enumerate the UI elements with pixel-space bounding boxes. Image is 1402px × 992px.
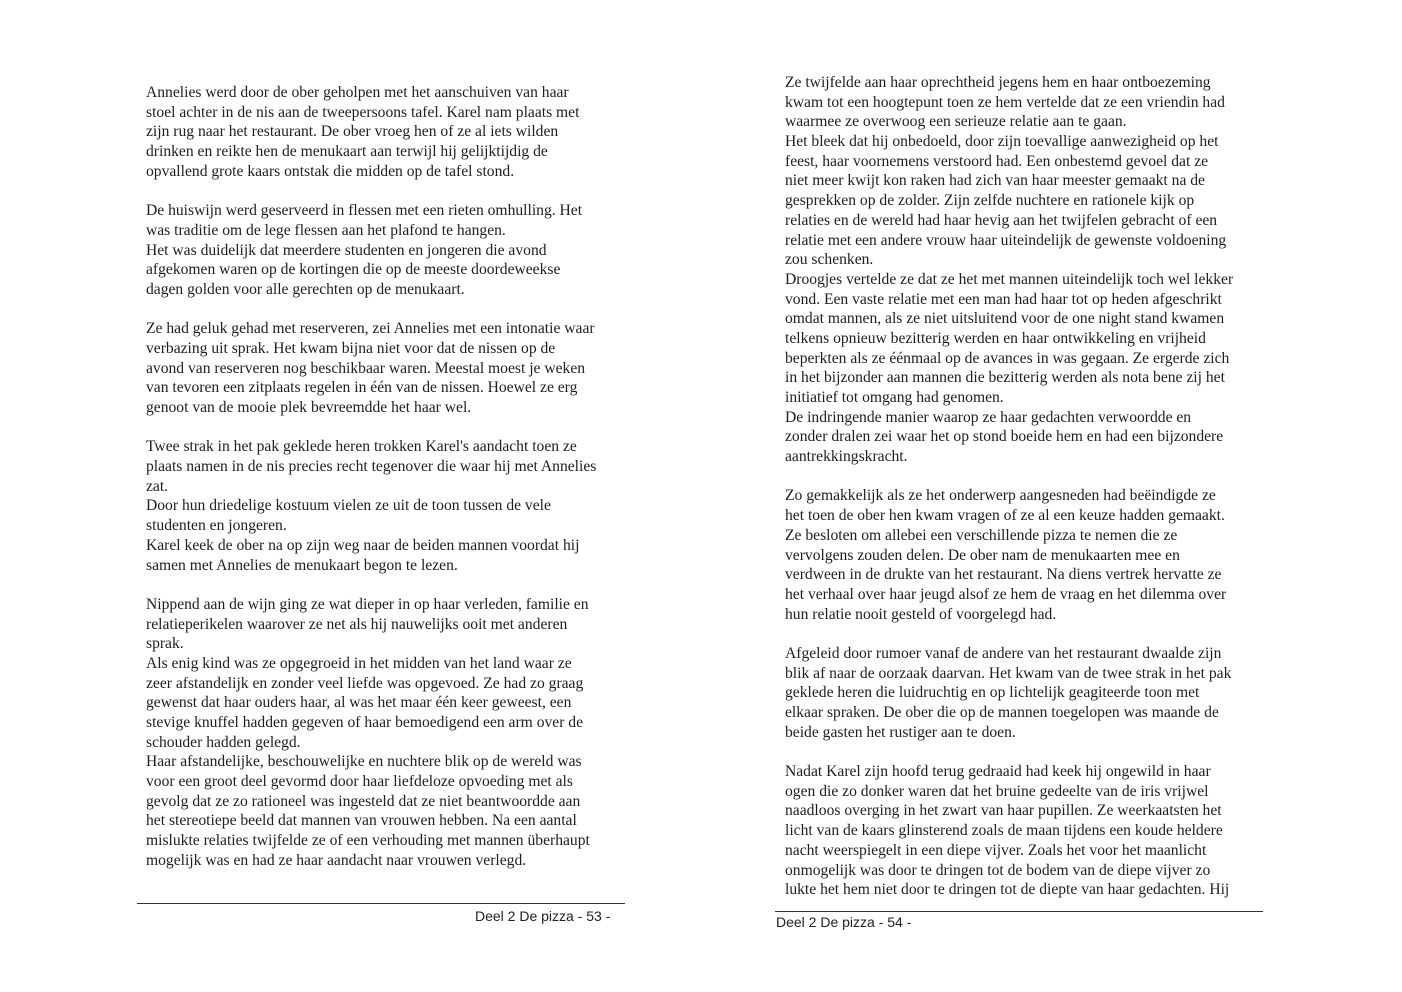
text-line: genoot van de mooie plek bevreemdde het haar wel. (146, 399, 472, 416)
text-line: zijn rug naar het restaurant. De ober vroeg hen of ze al iets wilden (146, 123, 559, 141)
text-line: avond van reserveren nog beschikbaar waren. Meestal moest je weken (146, 359, 586, 377)
text-line: De indringende manier waarop ze haar gedachten verwoordde en (785, 408, 1192, 426)
text-line: initiatief tot omgang had genomen. (785, 389, 1004, 406)
text-line: licht van de kaars glinsterend zoals de maan tijdens een koude heldere (785, 822, 1223, 840)
text-line: plaats namen in de nis precies recht tegenover die waar hij met Annelies (146, 458, 597, 476)
text-line: Droogjes vertelde ze dat ze het met mannen uiteindelijk toch wel lekker (785, 270, 1234, 288)
footer-rule (137, 903, 625, 904)
text-line: elkaar spraken. De ober die op de mannen toegelopen was maande de (785, 704, 1219, 721)
text-line: Nippend aan de wijn ging ze wat dieper in op haar verleden, familie en (146, 595, 589, 613)
text-line: beperkten als ze éénmaal op de avances in was gegaan. Ze ergerde zich (785, 349, 1230, 367)
paragraph (785, 73, 1285, 467)
text-line: verbazing uit sprak. Het kwam bijna niet voor dat de nissen op de (146, 339, 556, 357)
text-line: in het bijzonder aan mannen die bezitterig werden als nota bene zij het (785, 369, 1225, 387)
text-line: verdween in de drukte van het restaurant. Na diens vertrek hervatte ze (785, 566, 1222, 584)
text-line: Ze twijfelde aan haar oprechtheid jegens hem en haar ontboezeming (785, 74, 1211, 91)
text-line: Ze had geluk gehad met reserveren, zei Annelies met een intonatie waar (146, 320, 595, 338)
right-page (700, 0, 1402, 992)
text-line: Het was duidelijk dat meerdere studenten en jongeren die avond (146, 241, 547, 259)
text-line: onmogelijk was door te dringen tot de bodem van de diepe vijver zo (785, 861, 1211, 879)
left-page-body (146, 83, 646, 890)
paragraph (146, 319, 646, 417)
paragraph (146, 83, 646, 181)
text-line: gesprekken op de zolder. Zijn zelfde nuchtere en rationele kijk op (785, 192, 1195, 210)
text-line: waarmee ze overwoog een serieuze relatie aan te gaan. (785, 113, 1127, 131)
text-line: zat. (146, 477, 169, 495)
text-line: relatie met een andere vrouw haar uiteindelijk de gewenste voldoening (785, 231, 1227, 249)
text-line: beide gasten het rustiger aan te doen. (785, 723, 1016, 741)
text-line: zou schenken. (785, 251, 874, 269)
text-line: voor een groot deel gevormd door haar liefdeloze opvoeding met als (146, 773, 573, 791)
text-line: niet meer kwijt kon raken had zich van haar meester gemaakt na de (785, 172, 1205, 190)
text-line: vond. Een vaste relatie met een man had haar tot op heden afgeschrikt (785, 290, 1222, 308)
text-line: omdat mannen, als ze niet uitsluitend voor de one night stand kwamen (785, 310, 1225, 328)
text-line: het stereotiepe beeld dat mannen van vrouwen hebben. Na een aantal (146, 812, 577, 830)
right-page-body (785, 73, 1285, 920)
text-line: drinken en reikte hen de menukaart aan terwijl hij gelijktijdig de (146, 143, 548, 161)
text-line: stoel achter in de nis aan de tweepersoons tafel. Karel nam plaats met (146, 103, 580, 121)
text-line: Door hun driedelige kostuum vielen ze uit de toon tussen de vele (146, 497, 551, 515)
footer-rule (775, 911, 1263, 912)
paragraph (785, 762, 1285, 900)
text-line: het verhaal over haar jeugd alsof ze hem de vraag en het dilemma over (785, 585, 1227, 603)
text-line: dagen golden voor alle gerechten op de menukaart. (146, 280, 465, 298)
text-line: Haar afstandelijke, beschouwelijke en nuchtere blik op de wereld was (146, 753, 582, 771)
text-line: studenten en jongeren. (146, 517, 287, 535)
text-line: schouder hadden gelegd. (146, 733, 301, 751)
text-line: stevige knuffel hadden gegeven of haar bemoedigend een arm over de (146, 714, 584, 731)
text-line: zeer afstandelijk en zonder veel liefde was opgevoed. Ze had zo graag (146, 674, 584, 692)
left-page (0, 0, 700, 992)
text-line: mogelijk was en had ze haar aandacht naar vrouwen verlegd. (146, 851, 527, 869)
text-line: Het bleek dat hij onbedoeld, door zijn toevallige aanwezigheid op het (785, 133, 1219, 151)
text-line: Twee strak in het pak geklede heren trokken Karel's aandacht toen ze (146, 438, 577, 456)
text-line: nacht weerspiegelt in een diepe vijver. Zoals het voor het maanlicht (785, 841, 1207, 859)
text-line: was traditie om de lege flessen aan het plafond te hangen. (146, 221, 506, 239)
text-line: vervolgens zouden delen. De ober nam de menukaarten mee en (785, 546, 1180, 564)
text-line: het toen de ober hen kwam vragen of ze al een keuze hadden gemaakt. (785, 507, 1225, 525)
text-line: relatieperikelen waarover ze net als hij nauwelijks ooit met anderen (146, 615, 568, 633)
page-footer: Deel 2 De pizza - 53 - (475, 908, 611, 924)
text-line: van tevoren een zitplaats regelen in één van de nissen. Hoewel ze erg (146, 379, 578, 397)
page-footer: Deel 2 De pizza - 54 - (776, 914, 912, 930)
text-line: Karel keek de ober na op zijn weg naar de beiden mannen voordat hij (146, 536, 580, 554)
text-line: sprak. (146, 635, 184, 653)
text-line: ogen die zo donker waren dat het bruine gedeelte van de iris vrijwel (785, 782, 1209, 800)
text-line: Ze besloten om allebei een verschillende pizza te nemen die ze (785, 526, 1178, 544)
text-line: Als enig kind was ze opgegroeid in het midden van het land waar ze (146, 654, 572, 672)
text-line: telkens opnieuw bezitterig werden en haar ontwikkeling en vrijheid (785, 329, 1206, 347)
text-line: Zo gemakkelijk als ze het onderwerp aangesneden had beëindigde ze (785, 487, 1216, 505)
text-line: gewenst dat haar ouders haar, al was het maar één keer geweest, een (146, 694, 572, 712)
text-line: mislukte relaties twijfelde ze of een verhouding met mannen überhaupt (146, 832, 590, 850)
text-line: aantrekkingskracht. (785, 448, 908, 466)
paragraph (146, 201, 646, 299)
text-line: feest, haar voornemens verstoord had. Een onbestemd gevoel dat ze (785, 152, 1209, 170)
text-line: Annelies werd door de ober geholpen met het aanschuiven van haar (146, 84, 569, 101)
text-line: samen met Annelies de menukaart begon te lezen. (146, 556, 458, 574)
text-line: geklede heren die luidruchtig en op lichtelijk geagiteerde toon met (785, 684, 1200, 702)
text-line: De huiswijn werd geserveerd in flessen met een rieten omhulling. Het (146, 202, 583, 220)
paragraph (785, 486, 1285, 624)
paragraph (146, 595, 646, 871)
text-line: afgekomen waren op de kortingen die op de meeste doordeweekse (146, 261, 561, 279)
text-line: lukte het hem niet door te dringen tot de diepte van haar gedachten. Hij (785, 881, 1230, 899)
text-line: opvallend grote kaars ontstak die midden op de tafel stond. (146, 162, 515, 180)
text-line: Nadat Karel zijn hoofd terug gedraaid had keek hij ongewild in haar (785, 763, 1211, 781)
paragraph (146, 437, 646, 575)
text-line: zonder dralen zei waar het op stond boeide hem en had een bijzondere (785, 428, 1224, 446)
text-line: gevolg dat ze zo rationeel was ingesteld dat ze niet beantwoordde aan (146, 792, 581, 810)
paragraph (785, 644, 1285, 742)
text-line: kwam tot een hoogtepunt toen ze hem vertelde dat ze een vriendin had (785, 93, 1225, 111)
text-line: Afgeleid door rumoer vanaf de andere van het restaurant dwaalde zijn (785, 644, 1222, 662)
text-line: naadloos overging in het zwart van haar pupillen. Ze weerkaatsten het (785, 802, 1222, 820)
text-line: relaties en de wereld had haar hevig aan het twijfelen gebracht of een (785, 211, 1218, 229)
text-line: blik af naar de oorzaak daarvan. Het kwam van de twee strak in het pak (785, 664, 1232, 682)
text-line: hun relatie nooit gesteld of voorgelegd had. (785, 605, 1057, 623)
